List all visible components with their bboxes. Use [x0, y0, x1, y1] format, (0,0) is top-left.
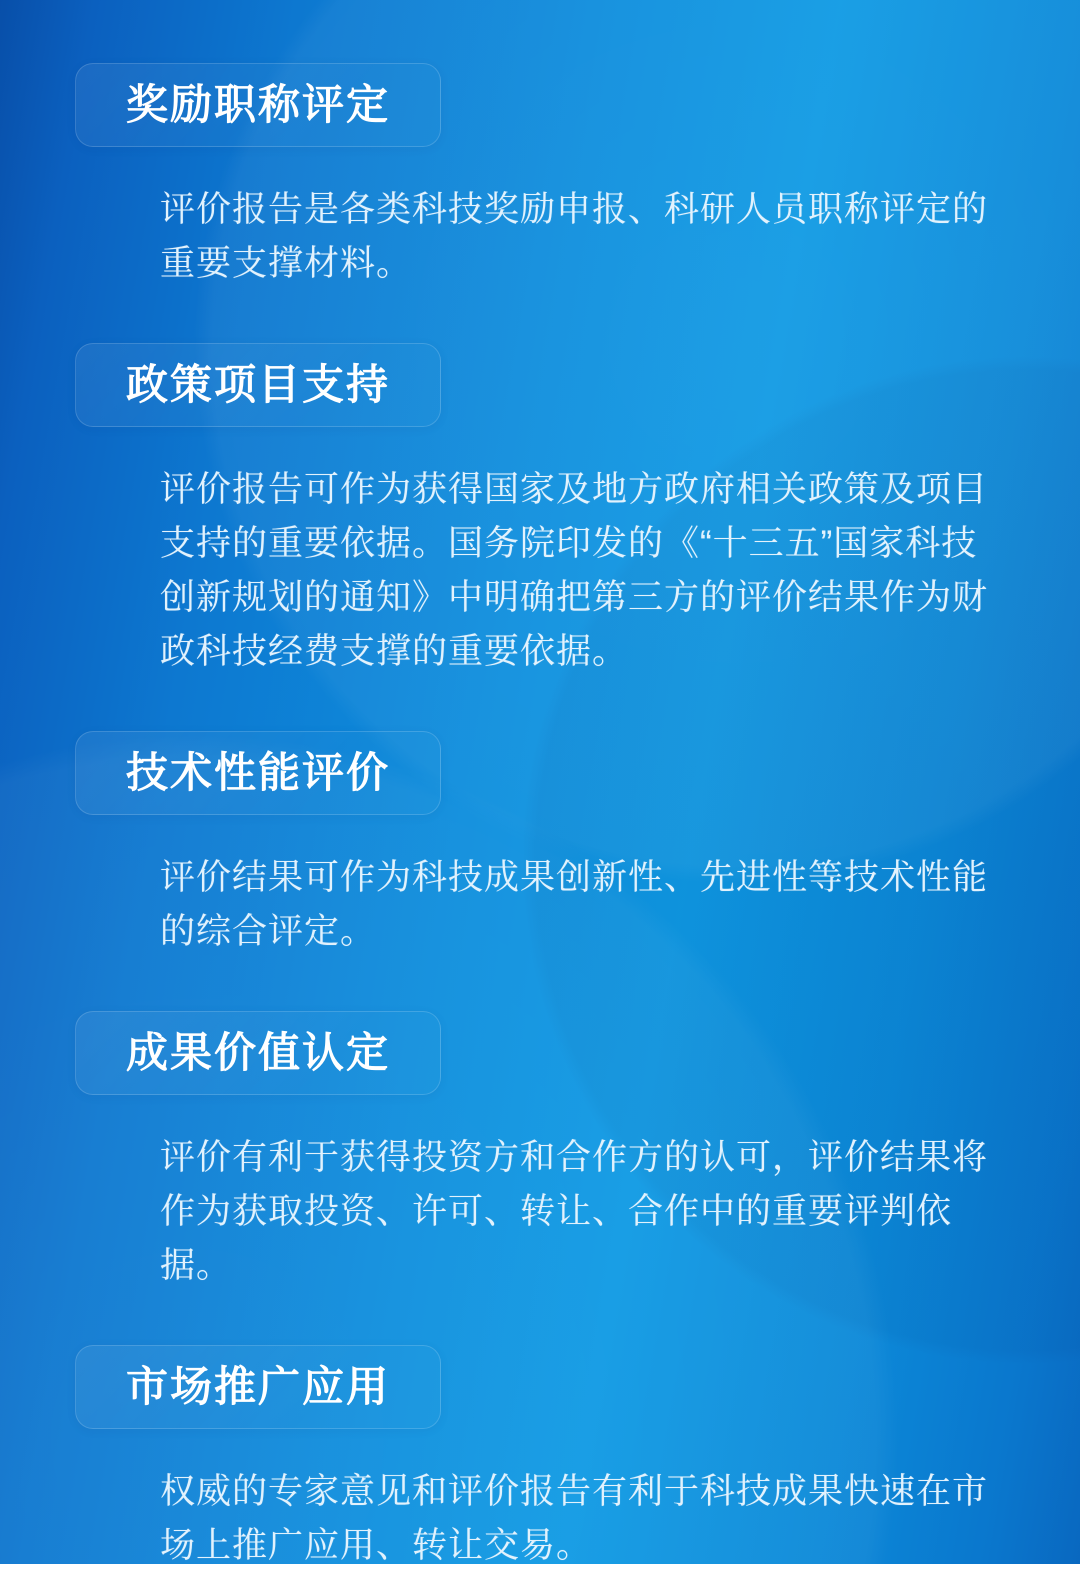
- section-heading-box: [75, 731, 441, 815]
- section-body: 评价结果可作为科技成果创新性、先进性等技术性能的综合评定。: [160, 858, 989, 951]
- section-heading-box: [75, 1011, 441, 1095]
- section-award-title-evaluation: [0, 63, 1080, 291]
- section-title: 技术性能评价: [126, 749, 391, 796]
- section-body: 评价报告是各类科技奖励申报、科研人员职称评定的重要支撑材料。: [160, 190, 989, 283]
- section-technical-performance: [0, 731, 1080, 959]
- section-heading-box: [75, 343, 441, 427]
- section-title: 奖励职称评定: [126, 81, 391, 128]
- section-policy-project-support: [0, 343, 1080, 679]
- section-body: 评价有利于获得投资方和合作方的认可，评价结果将作为获取投资、许可、转让、合作中的重要评判依据。: [160, 1138, 989, 1285]
- section-body: 权威的专家意见和评价报告有利于科技成果快速在市场上推广应用、转让交易。: [160, 1472, 989, 1565]
- section-achievement-value: [0, 1011, 1080, 1293]
- section-title: 政策项目支持: [126, 361, 391, 408]
- section-title: 市场推广应用: [126, 1363, 391, 1410]
- section-heading-box: [75, 1345, 441, 1429]
- section-heading-box: [75, 63, 441, 147]
- section-title: 成果价值认定: [126, 1029, 391, 1076]
- section-market-promotion: [0, 1345, 1080, 1573]
- section-body: 评价报告可作为获得国家及地方政府相关政策及项目支持的重要依据。国务院印发的《“十三五”国家科技创新规划的通知》中明确把第三方的评价结果作为财政科技经费支撑的重要依据。: [160, 470, 989, 671]
